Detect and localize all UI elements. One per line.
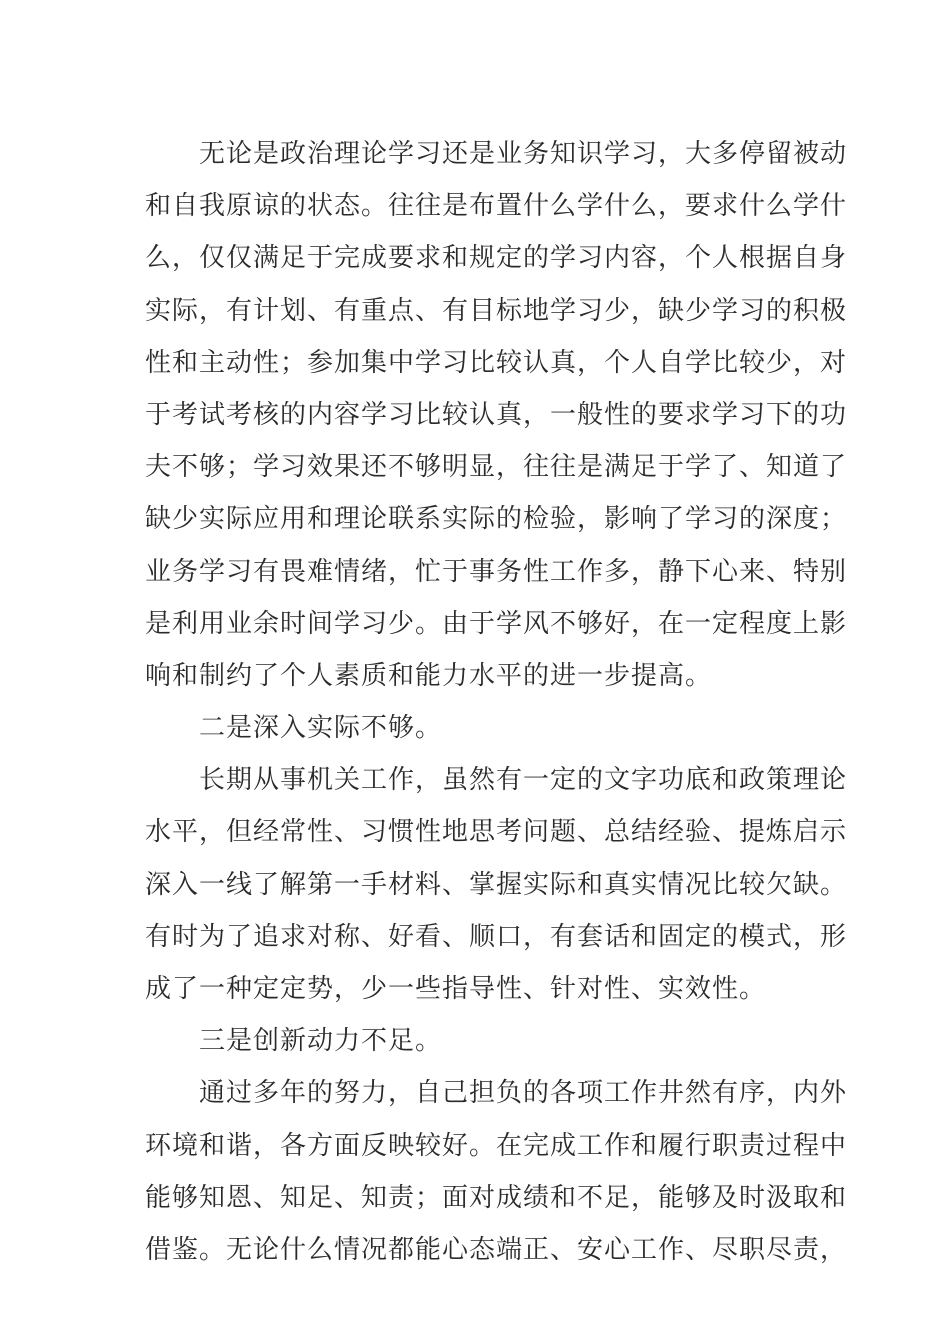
document-body xyxy=(145,128,848,1276)
text-line: 三是创新动力不足。 xyxy=(199,1026,443,1057)
text-line: 借鉴。无论什么情况都能心态端正、安心工作、尽职尽责， xyxy=(145,1234,848,1265)
text-line: 长期从事机关工作，虽然有一定的文字功底和政策理论 xyxy=(199,765,848,796)
text-line: 响和制约了个人素质和能力水平的进一步提高。 xyxy=(145,660,713,691)
text-line: 二是深入实际不够。 xyxy=(199,713,443,744)
text-line: 能够知恩、知足、知责；面对成绩和不足，能够及时汲取和 xyxy=(145,1182,848,1213)
text-line: 是利用业余时间学习少。由于学风不够好，在一定程度上影 xyxy=(145,608,848,639)
text-line: 通过多年的努力，自己担负的各项工作井然有序，内外 xyxy=(199,1078,848,1109)
text-line: 深入一线了解第一手材料、掌握实际和真实情况比较欠缺。 xyxy=(145,869,848,900)
text-line: 缺少实际应用和理论联系实际的检验，影响了学习的深度； xyxy=(145,504,848,535)
text-line: 有时为了追求对称、好看、顺口，有套话和固定的模式，形 xyxy=(145,921,848,952)
text-line: 业务学习有畏难情绪，忙于事务性工作多，静下心来、特别 xyxy=(145,556,848,587)
text-line: 于考试考核的内容学习比较认真，一般性的要求学习下的功 xyxy=(145,399,848,430)
text-line: 实际，有计划、有重点、有目标地学习少，缺少学习的积极 xyxy=(145,295,848,326)
text-line: 么，仅仅满足于完成要求和规定的学习内容，个人根据自身 xyxy=(145,243,848,274)
text-line: 夫不够；学习效果还不够明显，往往是满足于学了、知道了 xyxy=(145,452,848,483)
text-line: 水平，但经常性、习惯性地思考问题、总结经验、提炼启示 xyxy=(145,817,848,848)
text-line: 环境和谐，各方面反映较好。在完成工作和履行职责过程中 xyxy=(145,1130,848,1161)
text-line: 成了一种定定势，少一些指导性、针对性、实效性。 xyxy=(145,974,767,1004)
text-line: 和自我原谅的状态。往往是布置什么学什么，要求什么学什 xyxy=(145,191,848,222)
text-line: 性和主动性；参加集中学习比较认真，个人自学比较少，对 xyxy=(145,347,848,378)
text-line: 无论是政治理论学习还是业务知识学习，大多停留被动 xyxy=(199,139,848,169)
